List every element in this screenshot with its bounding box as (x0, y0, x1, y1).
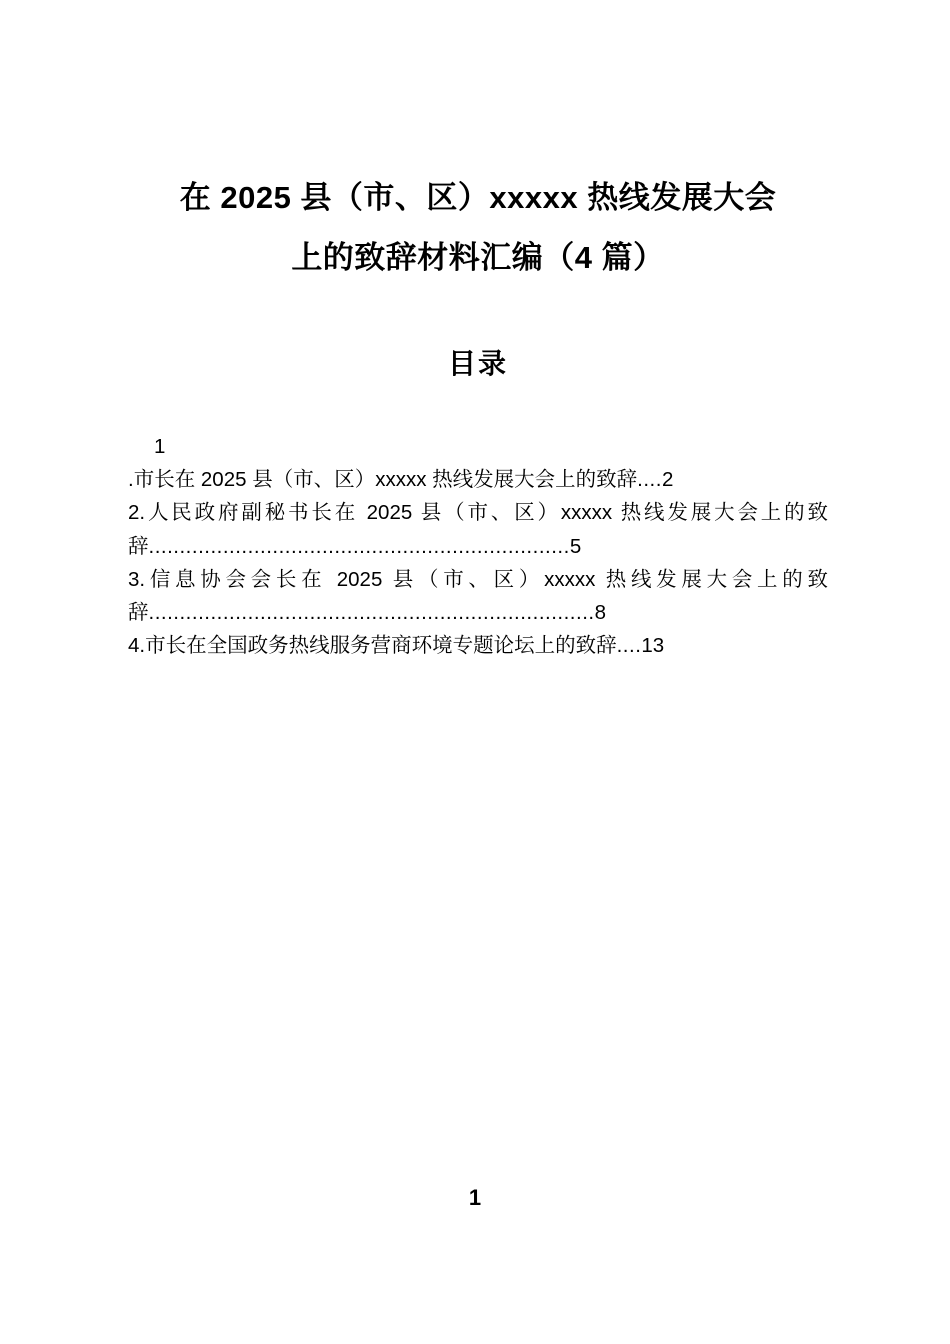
toc-entry-text: 2.人民政府副秘书长在 2025 县（市、区）xxxxx 热线发展大会上的致辞 (128, 501, 828, 558)
toc-lead-number: 1 (154, 435, 166, 458)
table-of-contents (128, 430, 828, 662)
toc-entry-dots: ........................................................................ (148, 601, 595, 625)
page-title-line-2: 上的致辞材料汇编（4 篇） (291, 240, 665, 276)
toc-entry[interactable] (128, 463, 828, 496)
toc-entry-page: 2 (661, 468, 674, 492)
toc-entry-page: 8 (594, 601, 606, 625)
toc-entry-page: 13 (641, 634, 665, 658)
page-title (148, 168, 808, 289)
toc-entry[interactable] (128, 563, 828, 629)
toc-entry-text: 4.市长在全国政务热线服务营商环境专题论坛上的致辞 (128, 634, 617, 658)
toc-entry-dots: .... (616, 634, 642, 658)
toc-entry-text: 3.信息协会会长在 2025 县（市、区）xxxxx 热线发展大会上的致辞 (128, 567, 828, 625)
toc-heading: 目录 (447, 348, 508, 379)
footer-page-number: 1 (468, 1185, 482, 1210)
toc-entry-text: .市长在 2025 县（市、区）xxxxx 热线发展大会上的致辞 (128, 468, 638, 492)
page-title-line-1: 在 2025 县（市、区）xxxxx 热线发展大会 (179, 180, 777, 215)
toc-entry-page: 5 (569, 534, 582, 558)
toc-entry[interactable] (128, 629, 828, 662)
toc-entry-dots: .... (637, 468, 662, 492)
toc-entry[interactable] (128, 496, 828, 562)
toc-entry-dots: .................................................................... (148, 534, 570, 558)
